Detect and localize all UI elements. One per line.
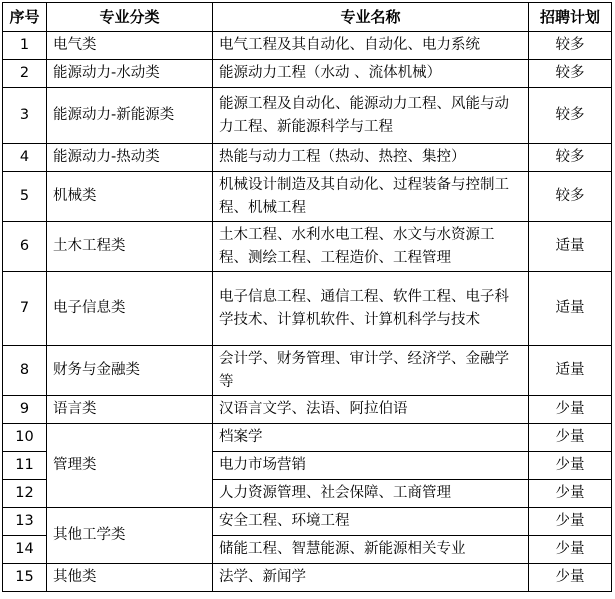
row-category: 机械类 (47, 172, 213, 222)
row-category: 能源动力-新能源类 (47, 88, 213, 144)
row-plan: 少量 (529, 452, 612, 480)
row-plan: 较多 (529, 32, 612, 60)
row-no: 14 (3, 536, 47, 564)
row-category: 其他类 (47, 564, 213, 592)
row-no: 6 (3, 222, 47, 272)
table-row (3, 508, 612, 536)
row-category: 财务与金融类 (47, 346, 213, 396)
row-majors: 电子信息工程、通信工程、软件工程、电子科学技术、计算机软件、计算机科学与技术 (213, 272, 529, 346)
row-majors: 热能与动力工程（热动、热控、集控） (213, 144, 529, 172)
header-no: 序号 (3, 3, 47, 32)
row-plan: 较多 (529, 60, 612, 88)
header-category: 专业分类 (47, 3, 213, 32)
row-category: 土木工程类 (47, 222, 213, 272)
recruitment-table (2, 2, 612, 592)
row-majors: 土木工程、水利水电工程、水文与水资源工程、测绘工程、工程造价、工程管理 (213, 222, 529, 272)
row-no: 4 (3, 144, 47, 172)
row-plan: 少量 (529, 480, 612, 508)
row-plan: 较多 (529, 144, 612, 172)
row-plan: 适量 (529, 272, 612, 346)
table-row (3, 172, 612, 222)
row-no: 10 (3, 424, 47, 452)
header-plan: 招聘计划 (529, 3, 612, 32)
row-plan: 少量 (529, 536, 612, 564)
row-majors: 机械设计制造及其自动化、过程装备与控制工程、机械工程 (213, 172, 529, 222)
row-majors: 能源工程及自动化、能源动力工程、风能与动力工程、新能源科学与工程 (213, 88, 529, 144)
row-majors: 汉语言文学、法语、阿拉伯语 (213, 396, 529, 424)
row-no: 9 (3, 396, 47, 424)
row-majors: 储能工程、智慧能源、新能源相关专业 (213, 536, 529, 564)
header-row (3, 3, 612, 32)
row-plan: 少量 (529, 396, 612, 424)
row-majors: 人力资源管理、社会保障、工商管理 (213, 480, 529, 508)
row-category: 语言类 (47, 396, 213, 424)
row-no: 2 (3, 60, 47, 88)
row-category: 电子信息类 (47, 272, 213, 346)
row-no: 11 (3, 452, 47, 480)
row-majors: 档案学 (213, 424, 529, 452)
row-plan: 较多 (529, 172, 612, 222)
table-row (3, 144, 612, 172)
row-no: 12 (3, 480, 47, 508)
row-category: 电气类 (47, 32, 213, 60)
row-plan: 较多 (529, 88, 612, 144)
row-plan: 适量 (529, 222, 612, 272)
row-majors: 电气工程及其自动化、自动化、电力系统 (213, 32, 529, 60)
header-majors: 专业名称 (213, 3, 529, 32)
row-majors: 会计学、财务管理、审计学、经济学、金融学等 (213, 346, 529, 396)
table-row (3, 222, 612, 272)
row-majors: 法学、新闻学 (213, 564, 529, 592)
table-row (3, 272, 612, 346)
row-majors: 能源动力工程（水动 、流体机械） (213, 60, 529, 88)
table-row (3, 346, 612, 396)
row-plan: 少量 (529, 564, 612, 592)
table-row (3, 60, 612, 88)
row-category: 能源动力-热动类 (47, 144, 213, 172)
row-plan: 少量 (529, 424, 612, 452)
row-majors: 安全工程、环境工程 (213, 508, 529, 536)
table-row (3, 88, 612, 144)
table-row (3, 564, 612, 592)
row-no: 13 (3, 508, 47, 536)
row-no: 15 (3, 564, 47, 592)
table-row (3, 424, 612, 452)
row-category: 管理类 (47, 424, 213, 508)
row-no: 3 (3, 88, 47, 144)
row-no: 8 (3, 346, 47, 396)
row-majors: 电力市场营销 (213, 452, 529, 480)
table-row (3, 32, 612, 60)
row-plan: 少量 (529, 508, 612, 536)
row-plan: 适量 (529, 346, 612, 396)
row-no: 5 (3, 172, 47, 222)
row-category: 能源动力-水动类 (47, 60, 213, 88)
row-category: 其他工学类 (47, 508, 213, 564)
row-no: 7 (3, 272, 47, 346)
row-no: 1 (3, 32, 47, 60)
table-row (3, 396, 612, 424)
